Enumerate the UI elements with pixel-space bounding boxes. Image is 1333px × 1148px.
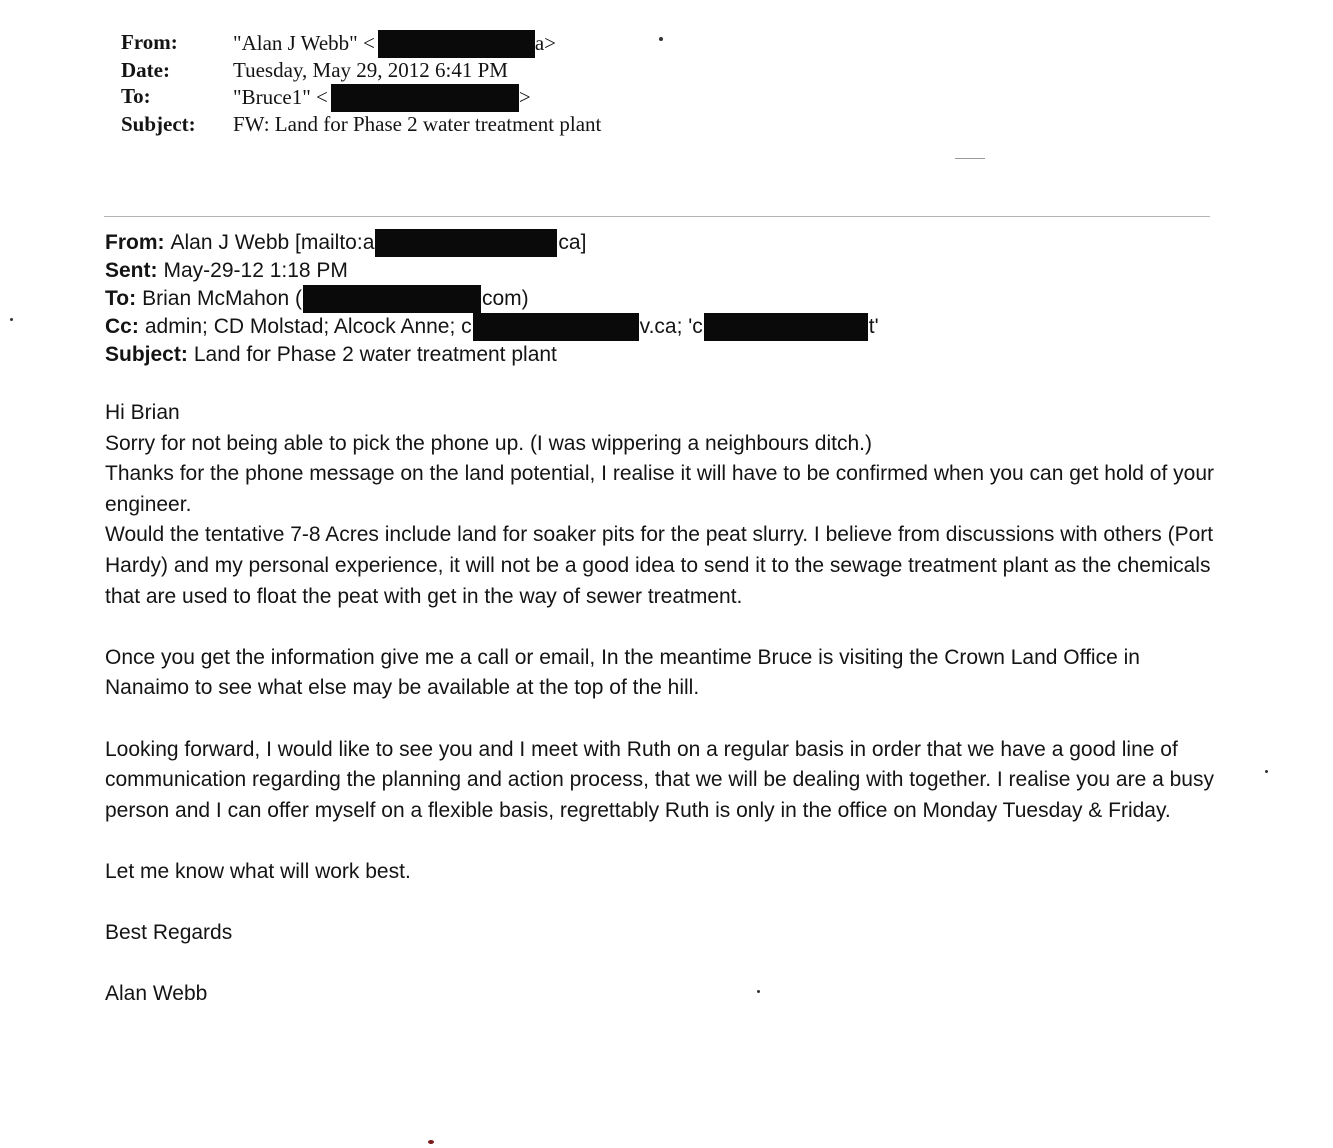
paragraph-gap: [105, 826, 1215, 857]
inner-to-label: To:: [105, 286, 137, 310]
outer-to-name: "Bruce1" <: [233, 84, 328, 109]
redaction-bar: [704, 313, 868, 341]
body-line-question: Would the tentative 7-8 Acres include land for soaker pits for the peat slurry. I believe from discussions with others (Port Hardy) and my personal experience, it will not be a good idea to send it to the sewage treatment plant as the chemicals that are used to float the peat with get in the way of sewer treatment.: [105, 523, 1214, 608]
paragraph-gap: [105, 704, 1215, 735]
outer-subject-value: FW: Land for Phase 2 water treatment plant: [233, 111, 602, 136]
greeting: Hi Brian: [105, 401, 180, 424]
inner-cc-row: [105, 313, 879, 341]
outer-date-label: Date:: [121, 58, 170, 82]
header-divider: [104, 216, 1210, 217]
paragraph-gap: [105, 612, 1215, 643]
inner-to-value: Brian McMahon (: [142, 286, 302, 310]
outer-from-label: From:: [121, 30, 178, 54]
body-line-apology: Sorry for not being able to pick the phone up. (I was wippering a neighbours ditch.): [105, 431, 872, 455]
inner-subject-value: Land for Phase 2 water treatment plant: [193, 342, 557, 366]
body-paragraph-looking-forward: Looking forward, I would like to see you and I meet with Ruth on a regular basis in order that we have a good line of communication regarding the planning and action process, that we will be dealing with together. I realise you are a busy person and I can offer myself on a flexible basis, regrettably Ruth is only in the office on Monday Tuesday & Friday.: [105, 737, 1214, 822]
outer-date-row: [121, 58, 601, 84]
inner-from-label: From:: [105, 231, 165, 255]
inner-email-header: [105, 229, 879, 368]
inner-from-value: Alan J Webb [mailto:a: [170, 231, 375, 255]
inner-cc-value: admin; CD Molstad; Alcock Anne; c: [144, 314, 472, 338]
scan-speck: [428, 1140, 434, 1144]
redaction-bar: [375, 229, 557, 257]
scan-speck: [757, 990, 760, 993]
outer-email-header: [121, 30, 601, 137]
outer-to-value: [233, 84, 531, 112]
outer-from-value: [233, 30, 556, 58]
outer-date-value: Tuesday, May 29, 2012 6:41 PM: [233, 58, 508, 82]
outer-subject-label: Subject:: [121, 111, 196, 136]
signature: Alan Webb: [105, 982, 208, 1006]
inner-from-value-end: ca]: [558, 231, 587, 255]
inner-sent-value: May-29-12 1:18 PM: [163, 259, 348, 282]
outer-to-row: [121, 84, 601, 112]
outer-subject-row: [121, 112, 601, 138]
redaction-bar: [473, 313, 639, 341]
outer-to-label: To:: [121, 83, 151, 108]
closing: Best Regards: [105, 921, 233, 945]
paragraph-gap: [105, 888, 1215, 919]
inner-sent-label: Sent:: [105, 259, 158, 282]
outer-from-name: "Alan J Webb" <: [233, 31, 375, 56]
redaction-bar: [303, 285, 481, 313]
inner-cc-value-mid: v.ca; 'c: [639, 314, 703, 338]
inner-subject-row: [105, 341, 879, 369]
scan-smudge: [955, 158, 985, 159]
body-paragraph-information: Once you get the information give me a call or email, In the meantime Bruce is visiting the Crown Land Office in Nanaimo to see what else may be available at the top of the hill.: [105, 645, 1140, 700]
email-body: [105, 398, 1215, 1010]
scan-speck: [659, 37, 663, 41]
inner-subject-label: Subject:: [105, 342, 188, 366]
body-line-thanks: Thanks for the phone message on the land potential, I realise it will have to be confirmed when you can get hold of your engineer.: [105, 462, 1215, 516]
outer-from-row: [121, 30, 601, 58]
outer-to-email-end: >: [518, 84, 531, 109]
scan-speck: [10, 318, 13, 321]
inner-to-row: [105, 285, 879, 313]
body-paragraph-let-me-know: Let me know what will work best.: [105, 859, 411, 883]
outer-from-email-end: a>: [534, 31, 556, 56]
paragraph-gap: [105, 949, 1215, 980]
scan-speck: [1265, 770, 1268, 773]
inner-sent-row: [105, 257, 879, 285]
inner-cc-value-end: t': [868, 314, 879, 338]
inner-from-row: [105, 229, 879, 257]
redaction-bar: [378, 30, 535, 58]
inner-to-value-end: com): [481, 286, 529, 310]
inner-cc-label: Cc:: [105, 314, 139, 338]
redaction-bar: [331, 84, 519, 112]
